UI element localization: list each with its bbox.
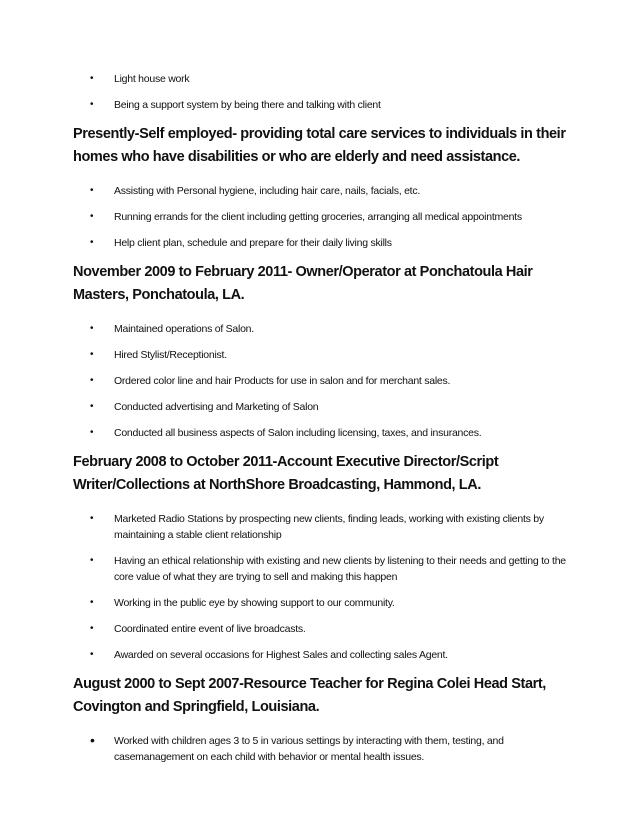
list-item: • Worked with children ages 3 to 5 in various settings by interacting with them, testing, and casemanagement on each child with behavior or mental health issues. [76,733,578,765]
list-item: • Working in the public eye by showing support to our community. [76,595,578,611]
list-item: • Maintained operations of Salon. [76,321,578,337]
list-item: • Assisting with Personal hygiene, including hair care, nails, facials, etc. [76,183,578,199]
list-item: • Running errands for the client including getting groceries, arranging all medical appointments [76,209,578,225]
list-item: • Help client plan, schedule and prepare for their daily living skills [76,235,578,251]
intro-bullet-list [76,71,578,113]
section-heading: Presently-Self employed- providing total care services to individuals in their homes who have disabilities or who are elderly and need assistance. [73,126,566,165]
list-item: • Ordered color line and hair Products for use in salon and for merchant sales. [76,373,578,389]
list-item: • Hired Stylist/Receptionist. [76,347,578,363]
list-item: • Conducted all business aspects of Salon including licensing, taxes, and insurances. [76,425,578,441]
list-item: • Coordinated entire event of live broadcasts. [76,621,578,637]
list-item: • Being a support system by being there and talking with client [76,97,578,113]
list-item: • Conducted advertising and Marketing of Salon [76,399,578,415]
list-item: • Light house work [76,71,578,87]
list-item: • Awarded on several occasions for Highest Sales and collecting sales Agent. [76,647,578,663]
list-item: • Having an ethical relationship with existing and new clients by listening to their needs and getting to the core value of what they are trying to sell and making this happen [76,553,578,585]
section-self-employed [73,123,578,251]
list-item: • Marketed Radio Stations by prospecting new clients, finding leads, working with existing clients by maintaining a stable client relationship [76,511,578,543]
section-ponchatoula-hair-masters [73,261,578,441]
section-heading: November 2009 to February 2011- Owner/Operator at Ponchatoula Hair Masters, Ponchatoula, LA. [73,264,533,303]
bullet-list [76,733,578,765]
bullet-list [76,183,578,251]
section-northshore-broadcasting [73,451,578,663]
section-heading: August 2000 to Sept 2007-Resource Teacher for Regina Colei Head Start, Covington and Springfield, Louisiana. [73,676,546,715]
bullet-list [76,321,578,441]
section-regina-colei-head-start [73,673,578,765]
bullet-list [76,511,578,663]
section-heading: February 2008 to October 2011-Account Executive Director/Script Writer/Collections at NorthShore Broadcasting, Hammond, LA. [73,454,499,493]
